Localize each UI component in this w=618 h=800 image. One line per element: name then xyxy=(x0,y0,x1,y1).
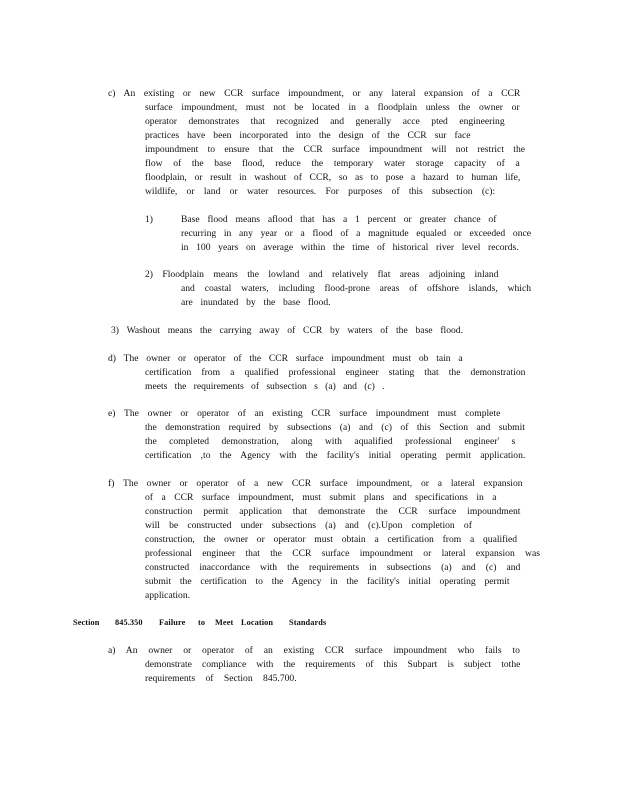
section-title-word: to xyxy=(198,618,206,627)
paragraph-c-line: practices have been incorporated into the design of the CCR sur face xyxy=(145,130,471,141)
paragraph-c-line: floodplain, or result in washout of CCR, so as to pose a hazard to human life, xyxy=(145,172,521,183)
definition-2-line: are inundated by the base flood. xyxy=(181,297,331,308)
paragraph-a-line: requirements of Section 845.700. xyxy=(145,673,297,684)
paragraph-c-line: impoundment to ensure that the CCR surface impoundment will not restrict the xyxy=(145,144,526,155)
paragraph-d-line: d) The owner or operator of the CCR surface impoundment must ob tain a xyxy=(108,353,463,364)
paragraph-f-line: of a CCR surface impoundment, must submit plans and specifications in a xyxy=(145,492,497,503)
paragraph-c-line: surface impoundment, must not be located in a floodplain unless the owner or xyxy=(145,102,520,113)
paragraph-a-line: a) An owner or operator of an existing CCR surface impoundment who fails to xyxy=(108,645,520,656)
paragraph-c-line: flow of the base flood, reduce the temporary water storage capacity of a xyxy=(145,158,520,169)
paragraph-d-line: certification from a qualified professional engineer stating that the demonstration xyxy=(145,367,526,378)
paragraph-f-line: construction, the owner or operator must obtain a certification from a qualified xyxy=(145,534,518,545)
paragraph-f-line: submit the certification to the Agency in the facility's initial operating permit xyxy=(145,576,510,587)
section-title-word: Failure xyxy=(159,618,186,627)
paragraph-a-line: demonstrate compliance with the requirements of this Subpart is subject tothe xyxy=(145,659,521,670)
paragraph-e-line: certification ,to the Agency with the facility's initial operating permit application. xyxy=(145,450,526,461)
section-title-word: Location xyxy=(241,618,274,627)
paragraph-c-line: c) An existing or new CCR surface impoundment, or any lateral expansion of a CCR xyxy=(108,88,521,99)
paragraph-c-line: operator demonstrates that recognized and generally acce pted engineering xyxy=(145,116,505,127)
paragraph-f-line: application. xyxy=(145,590,191,601)
definition-3-line: 3) Washout means the carrying away of CCR by waters of the base flood. xyxy=(111,325,463,336)
paragraph-f-line: professional engineer that the CCR surface impoundment or lateral expansion was xyxy=(145,548,540,559)
paragraph-e-line: the completed demonstration, along with aqualified professional engineer' s xyxy=(145,436,516,447)
paragraph-f-line: f) The owner or operator of a new CCR surface impoundment, or a lateral expansion xyxy=(108,478,523,489)
section-number: 845.350 xyxy=(115,618,143,627)
section-title-word: Standards xyxy=(289,618,327,627)
section-label: Section xyxy=(73,618,100,627)
paragraph-c-line: wildlife, or land or water resources. For purposes of this subsection (c): xyxy=(145,186,496,197)
definition-1-line: in 100 years on average within the time of historical river level records. xyxy=(181,242,519,253)
definition-1-line: Base flood means aflood that has a 1 percent or greater chance of xyxy=(181,214,497,225)
definition-2-line: 2) Floodplain means the lowland and relatively flat areas adjoining inland xyxy=(145,269,499,280)
paragraph-f-line: constructed inaccordance with the requirements in subsections (a) and (c) and xyxy=(145,562,521,573)
paragraph-d-line: meets the requirements of subsection s (a) and (c) . xyxy=(145,381,385,392)
paragraph-f-line: will be constructed under subsections (a) and (c).Upon completion of xyxy=(145,520,472,531)
paragraph-f-line: construction permit application that demonstrate the CCR surface impoundment xyxy=(145,506,521,517)
definition-1-line: recurring in any year or a flood of a magnitude equaled or exceeded once xyxy=(181,228,532,239)
definition-2-line: and coastal waters, including flood-prone areas of offshore islands, which xyxy=(181,283,532,294)
definition-1-number: 1) xyxy=(145,214,153,225)
section-title-word: Meet xyxy=(215,618,234,627)
paragraph-e-line: e) The owner or operator of an existing CCR surface impoundment must complete xyxy=(108,408,501,419)
paragraph-e-line: the demonstration required by subsections (a) and (c) of this Section and submit xyxy=(145,422,525,433)
